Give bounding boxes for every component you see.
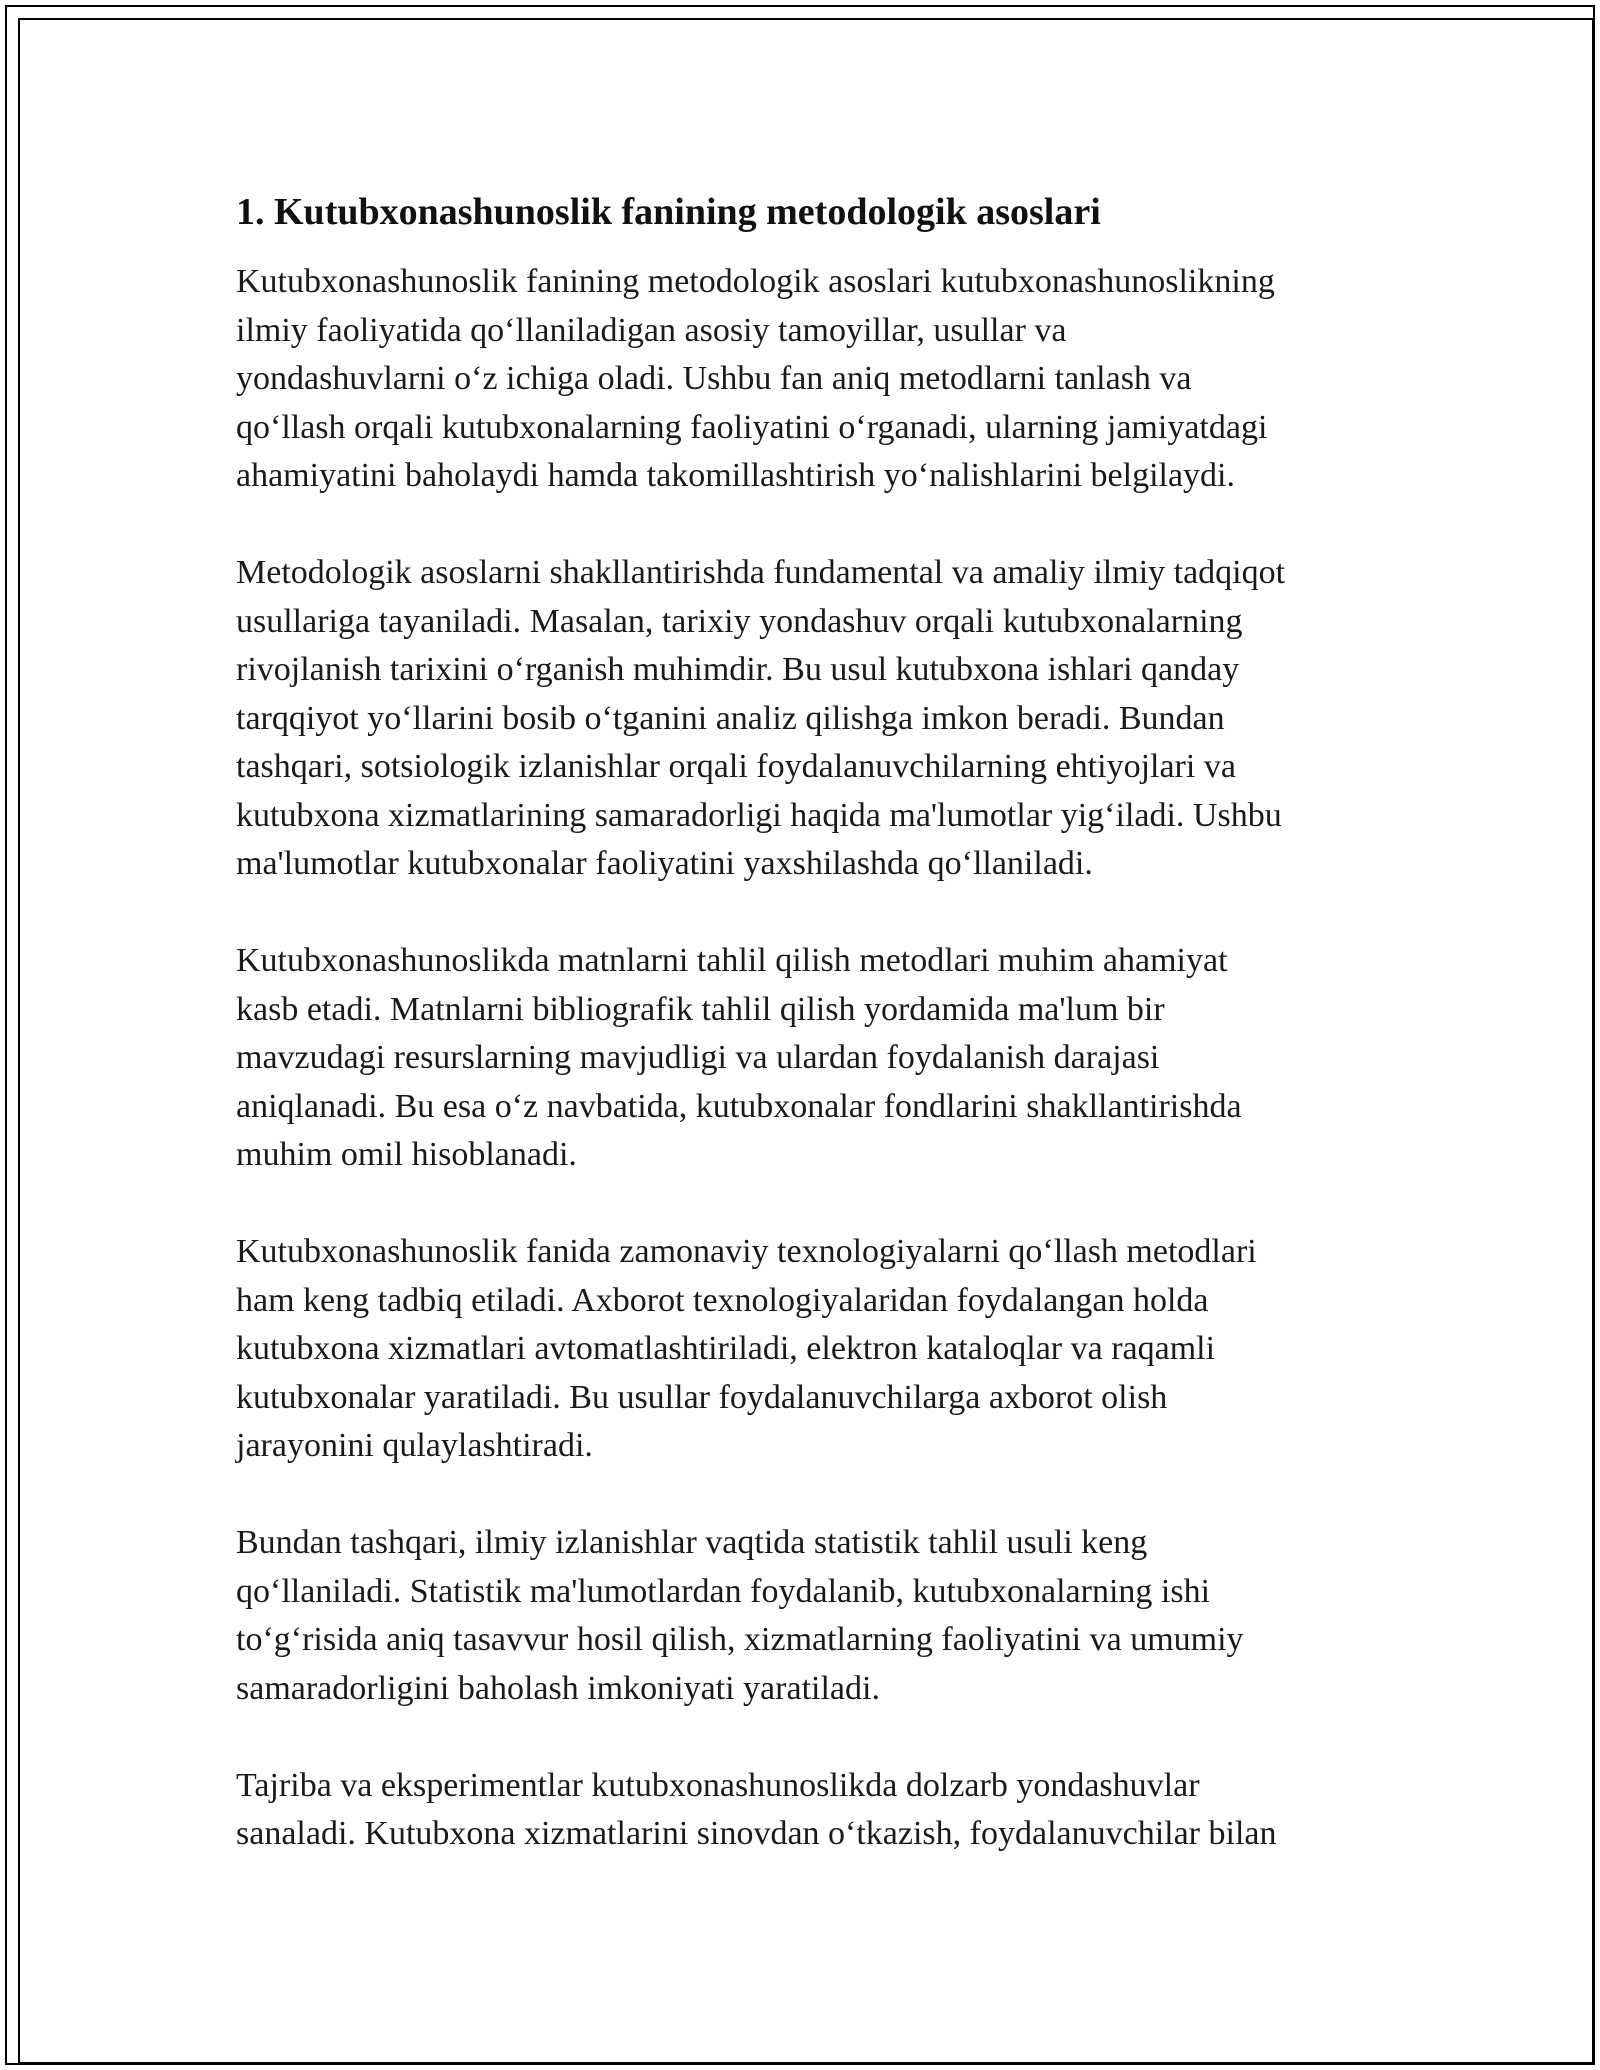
paragraphs-container [236, 258, 1386, 1859]
paragraph-line: Metodologik asoslarni shakllantirishda fundamental va amaliy ilmiy tadqiqot [236, 554, 1286, 591]
paragraph-line: kutubxonalar yaratiladi. Bu usullar foydalanuvchilarga axborot olish [236, 1378, 1168, 1416]
paragraph-line: Kutubxonashunoslik fanida zamonaviy texnologiyalarni qo‘llash metodlari [236, 1233, 1257, 1270]
paragraph-line: samaradorligini baholash imkoniyati yaratiladi. [236, 1669, 880, 1707]
paragraph-line: ham keng tadbiq etiladi. Axborot texnologiyalaridan foydalangan holda [236, 1281, 1209, 1319]
paragraph-line: ahamiyatini baholaydi hamda takomillashtirish yo‘nalishlarini belgilaydi. [236, 457, 1235, 494]
section-heading: 1. Kutubxonashunoslik fanining metodologik asoslari [236, 191, 1101, 233]
paragraph-line: kutubxona xizmatlarining samaradorligi haqida ma'lumotlar yig‘iladi. Ushbu [236, 796, 1282, 834]
paragraph-line: Kutubxonashunoslik fanining metodologik asoslari kutubxonashunoslikning [236, 263, 1275, 300]
paragraph [236, 937, 1386, 1180]
paragraph-line: usullariga tayaniladi. Masalan, tarixiy yondashuv orqali kutubxonalarning [236, 602, 1243, 640]
paragraph-line: rivojlanish tarixini o‘rganish muhimdir. Bu usul kutubxona ishlari qanday [236, 651, 1240, 688]
paragraph [236, 1762, 1386, 1859]
paragraph-line: jarayonini qulaylashtiradi. [236, 1427, 593, 1464]
paragraph-line: Kutubxonashunoslikda matnlarni tahlil qilish metodlari muhim ahamiyat [236, 942, 1228, 979]
paragraph-line: ma'lumotlar kutubxonalar faoliyatini yaxshilashda qo‘llaniladi. [236, 845, 1093, 882]
paragraph-line: ilmiy faoliyatida qo‘llaniladigan asosiy tamoyillar, usullar va [236, 311, 1067, 349]
paragraph [236, 1228, 1386, 1471]
paragraph-line: Tajriba va eksperimentlar kutubxonashunoslikda dolzarb yondashuvlar [236, 1766, 1200, 1804]
paragraph-line: to‘g‘risida aniq tasavvur hosil qilish, xizmatlarning faoliyatini va umumiy [236, 1621, 1244, 1658]
paragraph-line: yondashuvlarni o‘z ichiga oladi. Ushbu fan aniq metodlarni tanlash va [236, 360, 1192, 397]
paragraph-line: tashqari, sotsiologik izlanishlar orqali foydalanuvchilarning ehtiyojlari va [236, 748, 1236, 785]
paragraph [236, 258, 1386, 501]
paragraph [236, 1519, 1386, 1713]
paragraph-line: muhim omil hisoblanadi. [236, 1136, 577, 1173]
paragraph-line: mavzudagi resurslarning mavjudligi va ulardan foydalanish darajasi [236, 1039, 1160, 1076]
paragraph-line: Bundan tashqari, ilmiy izlanishlar vaqtida statistik tahlil usuli keng [236, 1524, 1148, 1561]
paragraph-line: tarqqiyot yo‘llarini bosib o‘tganini analiz qilishga imkon beradi. Bundan [236, 699, 1225, 737]
paragraph-line: sanaladi. Kutubxona xizmatlarini sinovdan o‘tkazish, foydalanuvchilar bilan [236, 1815, 1277, 1852]
paragraph [236, 549, 1386, 889]
paragraph-line: qo‘llaniladi. Statistik ma'lumotlardan foydalanib, kutubxonalarning ishi [236, 1572, 1211, 1610]
paragraph-line: qo‘llash orqali kutubxonalarning faoliyatini o‘rganadi, ularning jamiyatdagi [236, 408, 1268, 446]
paragraph-line: kutubxona xizmatlari avtomatlashtiriladi, elektron kataloqlar va raqamli [236, 1330, 1216, 1367]
paragraph-line: aniqlanadi. Bu esa o‘z navbatida, kutubxonalar fondlarini shakllantirishda [236, 1087, 1242, 1125]
paragraph-line: kasb etadi. Matnlarni bibliografik tahlil qilish yordamida ma'lum bir [236, 990, 1165, 1028]
document-body [236, 186, 1386, 1907]
